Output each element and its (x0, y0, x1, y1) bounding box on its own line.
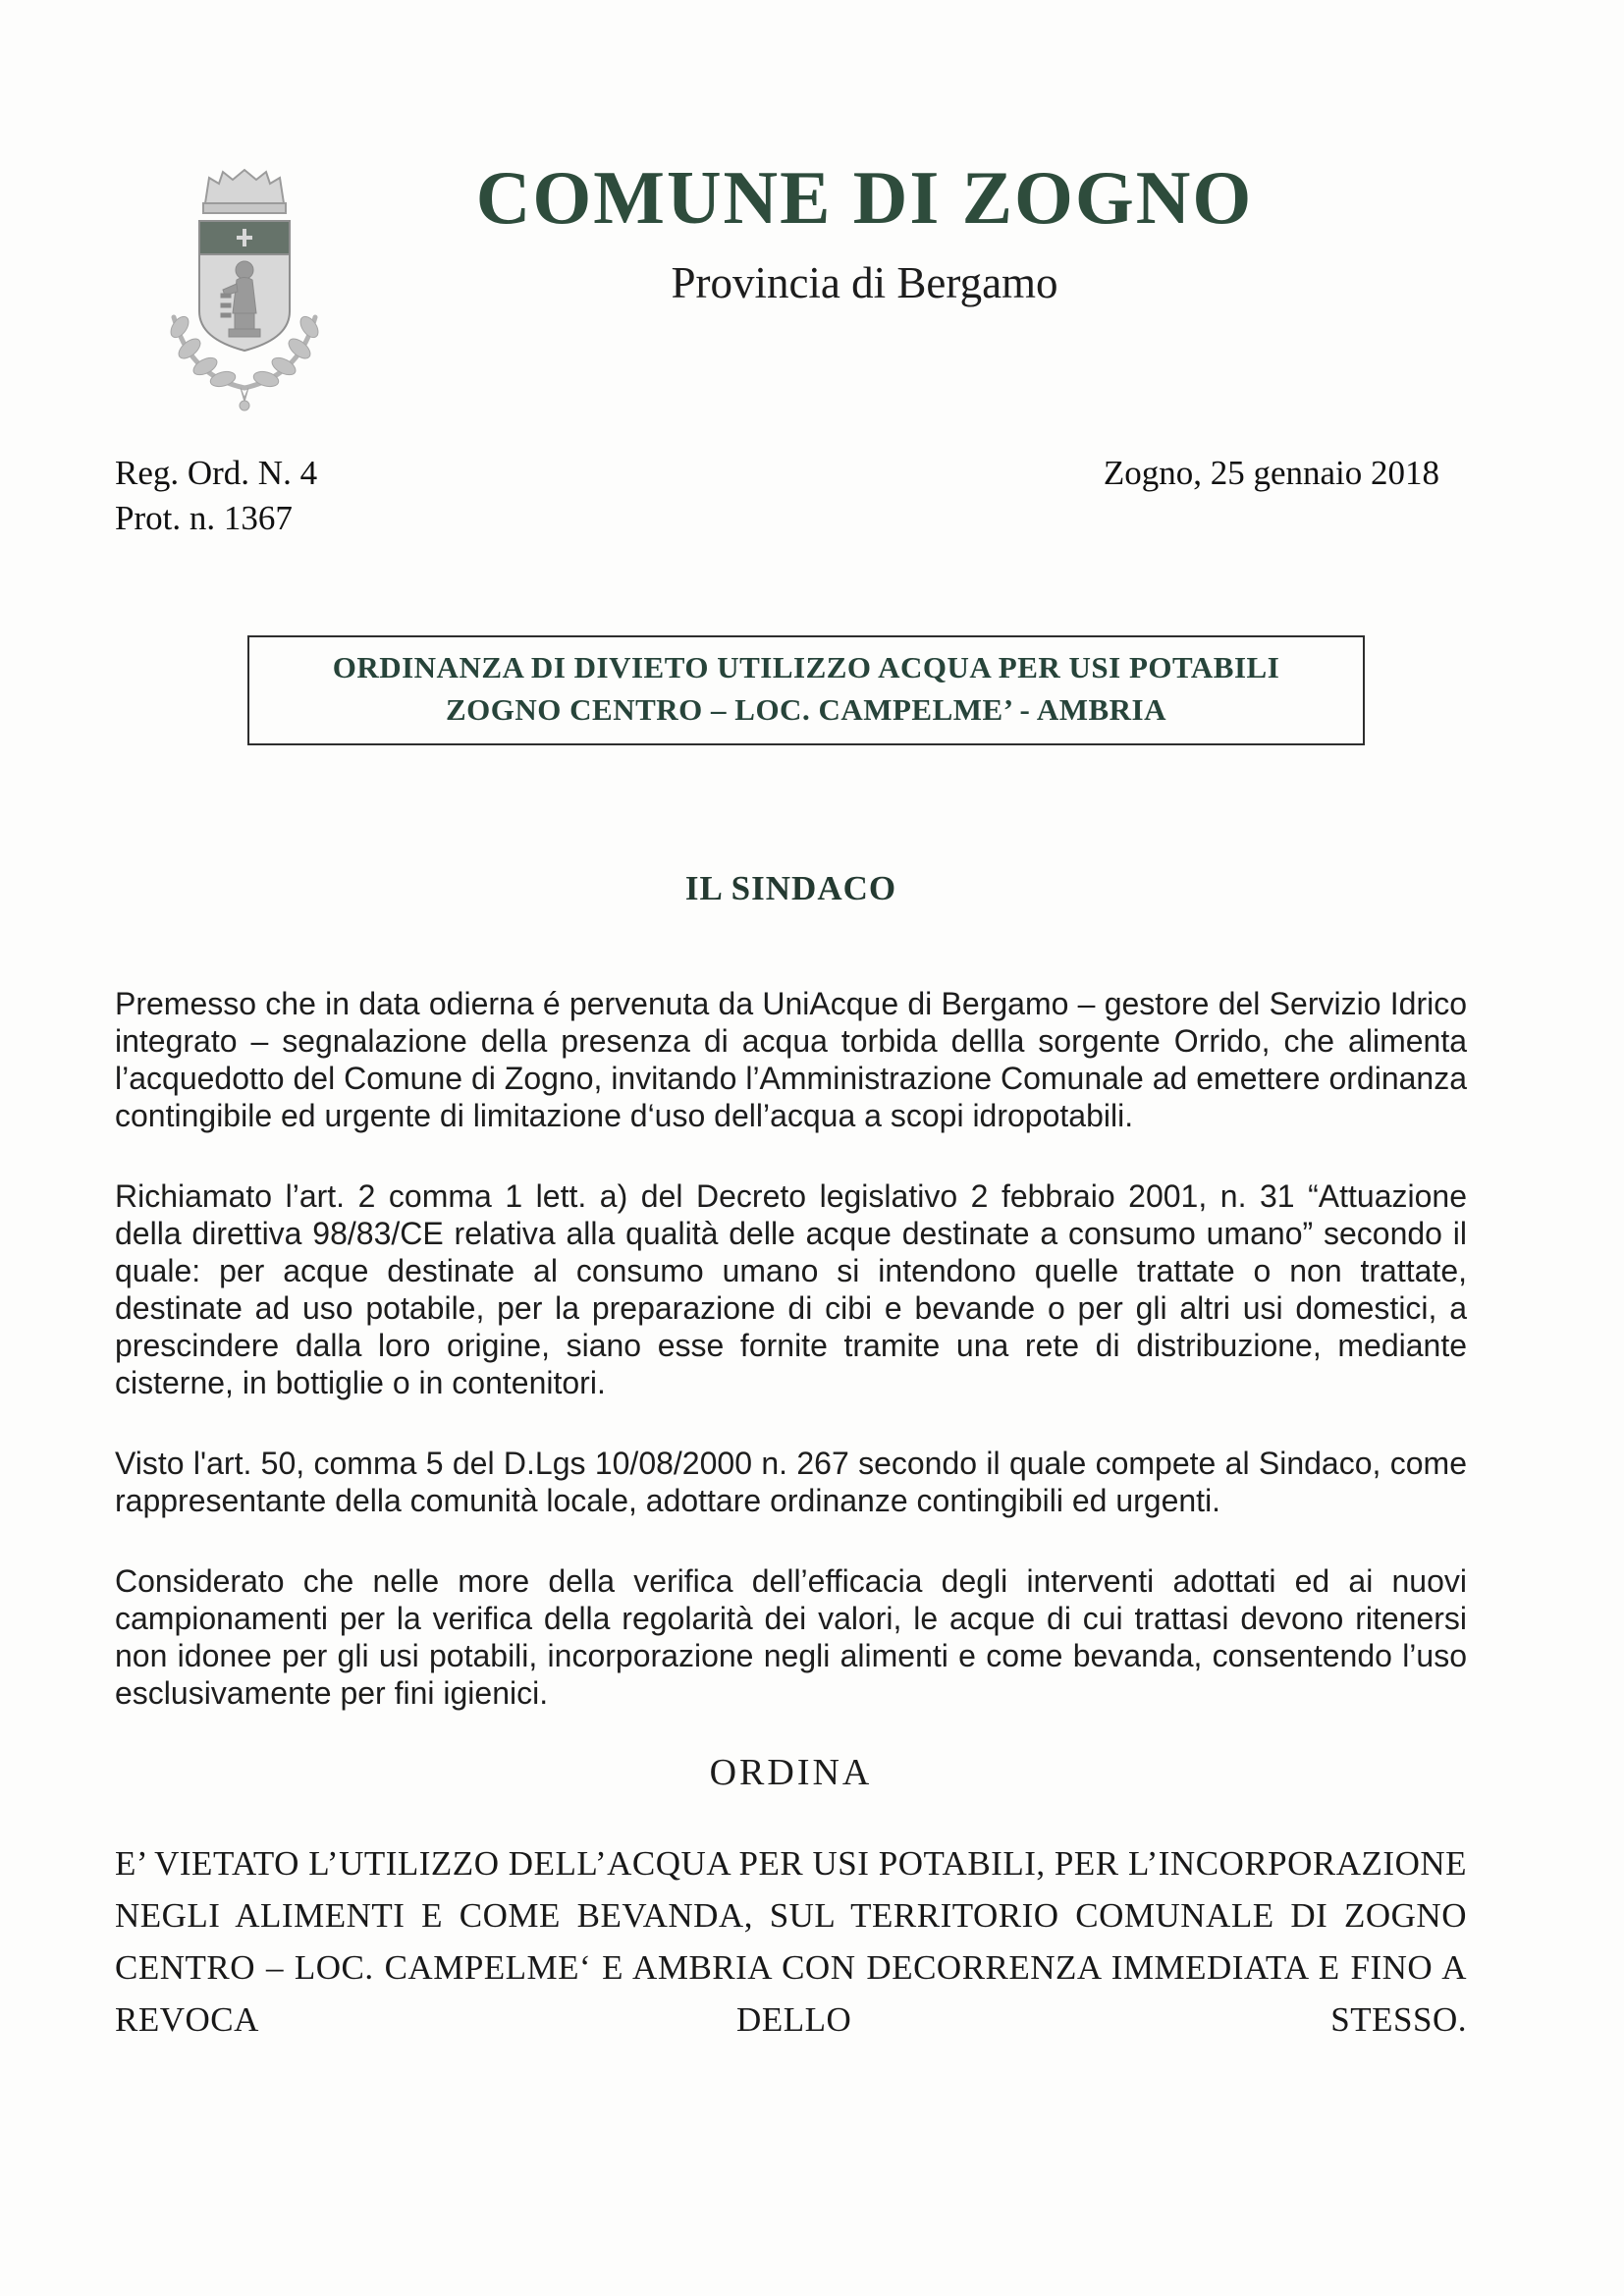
paragraph-richiamato: Richiamato l’art. 2 comma 1 lett. a) del Decreto legislativo 2 febbraio 2001, n. 31 “Attuazione della direttiva 98/83/CE relativa alla qualità delle acque destinate a consumo umano” secondo il quale: per acque destinate al consumo umano si intendono quelle trattate o non trattate, destinate ad uso potabile, per la preparazione di cibi e bevande o per gli altri usi domestici, a prescindere dalla loro origine, siano esse fornite tramite una rete di distribuzione, mediante cisterne, in bottiglie o in contenitori. (115, 1177, 1467, 1400)
sindaco-heading: IL SINDACO (684, 868, 897, 907)
registry-number: Reg. Ord. N. 4 (115, 454, 318, 492)
province-subtitle: Provincia di Bergamo (671, 258, 1058, 307)
subject-box (247, 635, 1365, 745)
subject-line-2: ZOGNO CENTRO – LOC. CAMPELME’ - AMBRIA (445, 692, 1166, 728)
municipality-title: COMUNE DI ZOGNO (475, 155, 1254, 240)
ordina-heading: ORDINA (709, 1751, 873, 1793)
order-text: E’ VIETATO L’UTILIZZO DELL’ACQUA PER USI POTABILI, PER L’INCORPORAZIONE NEGLI ALIMENTI E COME BEVANDA, SUL TERRITORIO COMUNALE DI ZOGNO CENTRO – LOC. CAMPELME‘ E AMBRIA CON DECORRENZA IMMEDIATA E FINO A REVOCA DELLO STESSO. (115, 1843, 1467, 2039)
paragraph-premesso: Premesso che in data odierna é pervenuta da UniAcque di Bergamo – gestore del Servizio Idrico integrato – segnalazione della presenza di acqua torbida dellla sorgente Orrido, che alimenta l’acquedotto del Comune di Zogno, invitando l’Amministrazione Comunale ad emettere ordinanza contingibile ed urgente di limitazione d‘uso dell’acqua a scopi idropotabili. (115, 985, 1467, 1133)
protocol-block (115, 451, 317, 541)
coat-of-arms-icon (150, 160, 339, 413)
reference-row (115, 451, 1467, 541)
document-header (115, 155, 1467, 413)
subject-line-1: ORDINANZA DI DIVIETO UTILIZZO ACQUA PER USI POTABILI (332, 650, 1280, 685)
paragraph-visto: Visto l'art. 50, comma 5 del D.Lgs 10/08/2000 n. 267 secondo il quale compete al Sindaco, come rappresentante della comunità locale, adottare ordinanze contingibili ed urgenti. (115, 1445, 1467, 1518)
protocol-number: Prot. n. 1367 (115, 499, 293, 538)
place-and-date: Zogno, 25 gennaio 2018 (1103, 454, 1439, 492)
paragraph-considerato: Considerato che nelle more della verifica dell’efficacia degli interventi adottati ed ai nuovi campionamenti per la verifica della regolarità dei valori, le acque di cui trattasi devono ritenersi non idonee per gli usi potabili, incorporazione negli alimenti e come bevanda, consentendo l’uso esclusivamente per fini igienici. (115, 1562, 1467, 1711)
